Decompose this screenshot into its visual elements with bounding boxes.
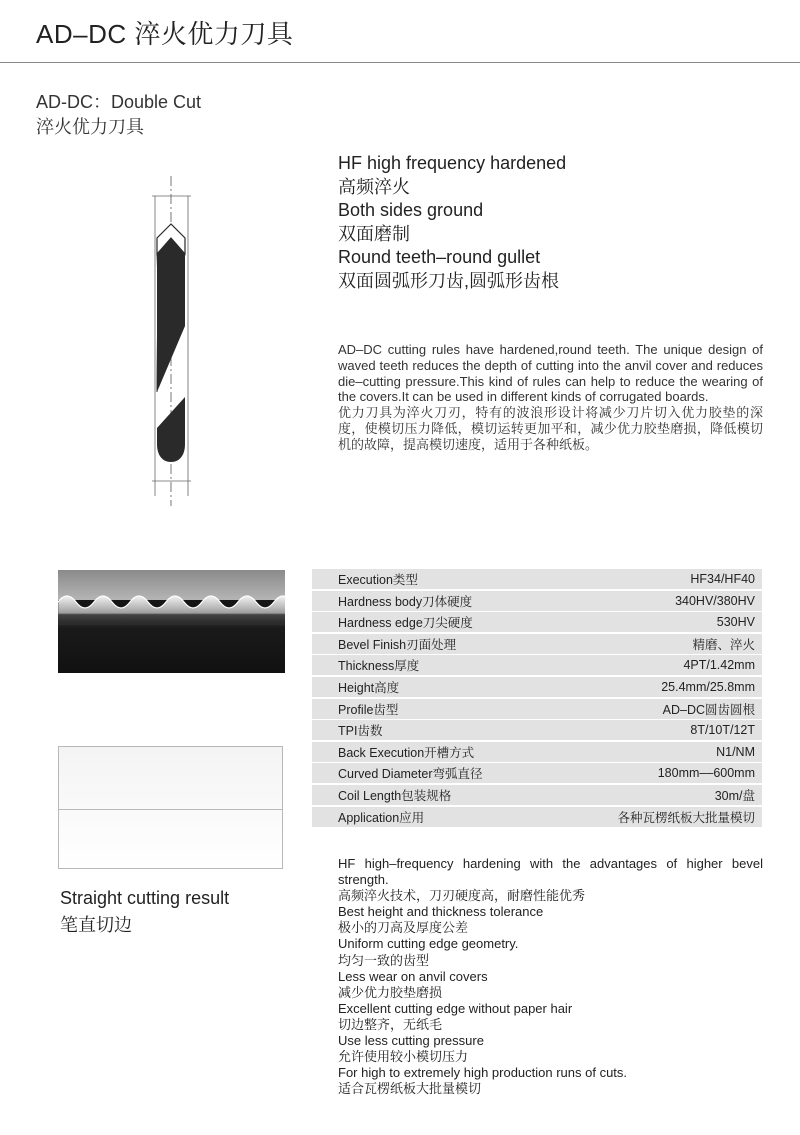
- advantage-item: 极小的刀高及厚度公差: [338, 920, 469, 936]
- advantage-item: 适合瓦楞纸板大批量模切: [338, 1081, 482, 1097]
- advantage-item: Less wear on anvil covers: [338, 968, 488, 984]
- advantage-item: Best height and thickness tolerance: [338, 904, 544, 920]
- cut-line: [59, 809, 282, 810]
- spec-label: Curved Diameter弯弧直径: [338, 767, 483, 782]
- spec-value: 180mm––600mm: [657, 766, 755, 781]
- spec-row: [312, 785, 762, 805]
- spec-row: [312, 612, 762, 632]
- advantage-item: 允许使用较小模切压力: [338, 1049, 469, 1065]
- spec-table: [312, 569, 762, 828]
- title-divider: [0, 62, 800, 63]
- feature-item: 双面磨制: [338, 223, 410, 244]
- spec-row: [312, 677, 762, 697]
- spec-value: 8T/10T/12T: [690, 723, 755, 738]
- spec-label: Application应用: [338, 810, 425, 825]
- spec-label: Bevel Finish刃面处理: [338, 637, 457, 652]
- spec-row: [312, 763, 762, 783]
- cut-result-sample: [58, 746, 283, 869]
- feature-item: Both sides ground: [338, 200, 484, 220]
- advantage-item: Excellent cutting edge without paper hair: [338, 1000, 573, 1016]
- spec-row: [312, 634, 762, 654]
- product-description: [338, 342, 763, 453]
- feature-item: HF high frequency hardened: [338, 153, 567, 173]
- spec-value: 25.4mm/25.8mm: [661, 679, 755, 694]
- blade-teeth-photo: [58, 570, 285, 673]
- cut-result-label-cn: 笔直切边: [60, 915, 132, 935]
- blade-profile-illustration: [145, 176, 195, 511]
- cut-result-label-en: Straight cutting result: [60, 888, 230, 908]
- spec-row: [312, 807, 762, 827]
- advantage-item: 切边整齐，无纸毛: [338, 1016, 443, 1032]
- advantage-item: HF high–frequency hardening with the advantages of higher bevel strength.: [338, 856, 763, 888]
- feature-item: 双面圆弧形刀齿,圆弧形齿根: [338, 270, 559, 291]
- advantage-item: 减少优力胶垫磨损: [338, 984, 443, 1000]
- spec-row: [312, 569, 762, 589]
- advantage-item: Use less cutting pressure: [338, 1033, 484, 1049]
- spec-label: Back Execution开槽方式: [338, 745, 475, 760]
- spec-label: Hardness body刀体硬度: [338, 594, 473, 609]
- spec-value: N1/NM: [716, 744, 755, 759]
- advantages-list: [338, 856, 763, 1097]
- spec-label: Hardness edge刀尖硬度: [338, 616, 473, 631]
- spec-label: Thickness厚度: [338, 659, 420, 674]
- feature-list: [338, 152, 566, 293]
- spec-label: Execution类型: [338, 573, 418, 587]
- spec-row: [312, 699, 762, 719]
- advantage-item: For high to extremely high production runs of cuts.: [338, 1065, 628, 1081]
- spec-value: 精磨、淬火: [692, 637, 755, 652]
- spec-label: TPI齿数: [338, 724, 383, 739]
- spec-row: [312, 720, 762, 740]
- spec-value: HF34/HF40: [690, 572, 755, 586]
- advantage-item: Uniform cutting edge geometry.: [338, 936, 519, 952]
- spec-row: [312, 655, 762, 675]
- feature-item: Round teeth–round gullet: [338, 247, 541, 267]
- spec-row: [312, 742, 762, 762]
- spec-value: 30m/盘: [714, 788, 755, 803]
- spec-row: [312, 591, 762, 611]
- spec-value: 530HV: [716, 615, 755, 630]
- spec-label: Coil Length包装规格: [338, 788, 452, 803]
- spec-value: 各种瓦楞纸板大批量模切: [617, 810, 755, 825]
- advantage-item: 高频淬火技术，刀刃硬度高，耐磨性能优秀: [338, 888, 586, 904]
- page-title: AD–DC 淬火优力刀具: [36, 19, 294, 49]
- advantage-item: 均匀一致的齿型: [338, 952, 430, 968]
- spec-label: Profile齿型: [338, 702, 399, 717]
- subtitle-cn: 淬火优力刀具: [36, 117, 144, 137]
- spec-value: 340HV/380HV: [675, 593, 755, 608]
- spec-value: AD–DC圆齿圆根: [662, 702, 755, 717]
- description-en: AD–DC cutting rules have hardened,round teeth. The unique design of waved teeth reduces the depth of cutting into the anvil cover and reduces die–cutting pressure.This kind of rules can help to reduce the wearing of the covers.It can be used in different kinds of corrugated boards.: [338, 342, 763, 405]
- spec-label: Height高度: [338, 680, 400, 695]
- description-cn: 优力刀具为淬火刀刃，特有的波浪形设计将减少刀片切入优力胶垫的深度，使模切压力降低，模切运转更加平和，减少优力胶垫磨损，降低模切机的故障，提高模切速度，适用于各种纸板。: [338, 405, 763, 452]
- subtitle-en: AD-DC：Double Cut: [36, 92, 202, 112]
- spec-value: 4PT/1.42mm: [683, 658, 755, 673]
- feature-item: 高频淬火: [338, 176, 410, 197]
